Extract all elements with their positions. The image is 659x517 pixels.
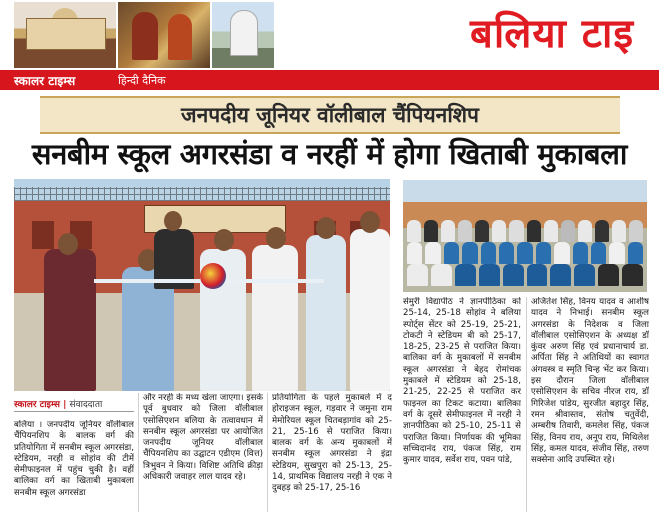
column-divider bbox=[526, 297, 527, 512]
byline-divider bbox=[14, 411, 134, 412]
masthead-bar bbox=[0, 70, 659, 90]
article-column-4: सेमुरी विद्यापीठ ने ज्ञानपीठिका को 25-14, 25-18 सोहांव ने बलिया स्पोर्ट्स सेंटर को 25-19, 25-21, टोकटी ने स्टेडियम बी को 25-17, 18-25, 23-25 से पराजित किया। बालिका वर्ग के मुकाबलों में सनबीम स्कूल अगरसंडा ने बेहद रोमांचक मुकाबले में स्टेडियम को 25-18, 21-25, 22-25 से पराजित कर फाइनल का टिकट कटाया। बालिका वर्ग के दूसरे सेमीफाइनल में नरही ने ज्ञानपीठिका को 25-10, 25-11 से पराजित किया। निर्णायक की भूमिका सच्चिदानंद राय, पंकज सिंह, राम कुमार यादव, सर्वेश राय, पवन पांडे, bbox=[403, 297, 521, 466]
column-divider bbox=[138, 393, 139, 512]
article-column-2: और नरही के मध्य खेला जाएगा। इसके पूर्व बुधवार को जिला वॉलीबाल एसोसिएशन बलिया के तत्वावधान में सनबीम स्कूल अगरसंडा पर आयोजित जनपदीय जूनियर वॉलीबाल चैंपियनशिप का उद्घाटन एडीएम (वित्त) त्रिभुवन ने किया। विशिष्ट अतिथि क्रीड़ा अधिकारी जवाहर लाल यादव रहे। bbox=[143, 393, 263, 483]
daily-label: हिन्दी दैनिक bbox=[118, 74, 166, 87]
byline-desk: संवाददाता bbox=[69, 400, 103, 410]
article-column-5: अजितेश सिंह, विनय यादव व आशीष यादव ने निभाई। सनबीम स्कूल अगरसंडा के निदेशक व जिला वॉलीबाल एसोसिएशन के अध्यक्ष डॉ कुंवर अरुण सिंह एवं प्रधानाचार्य डा. अर्पिता सिंह ने अतिथियों का स्वागत अंगवस्त्र व स्मृति चिन्ह भेंट कर किया। इस दौरान जिला वॉलीबाल एसोसिएशन के सचिव नीरज राय, डॉ गिरिजेश पांडेय, सुरजीत बहादुर सिंह, रमन श्रीवास्तव, संतोष चतुर्वेदी, अम्बरीष तिवारी, कमलेश सिंह, पंकज सिंह, विनय राय, अनूप राय, मिथिलेश सिंह, कमल यादव, संजीव सिंह, तरुण सक्सेना आदि उपस्थित रहे। bbox=[531, 297, 649, 466]
column-divider bbox=[267, 393, 268, 512]
brand-title: बलिया टाइ bbox=[470, 11, 634, 57]
photo-inauguration bbox=[14, 179, 390, 391]
byline: स्कालर टाइम्स | संवाददाता bbox=[14, 400, 103, 410]
article-headline: सनबीम स्कूल अगरसंडा व नरहीं में होगा खिताबी मुकाबला bbox=[31, 137, 628, 171]
photo-teams bbox=[403, 180, 647, 292]
byline-source: स्कालर टाइम्स bbox=[14, 400, 60, 410]
masthead-photos bbox=[14, 2, 274, 68]
volleyball bbox=[200, 263, 226, 289]
newspaper-logo: स्कालर टाइम्स bbox=[14, 74, 76, 88]
masthead-photo-building bbox=[14, 2, 116, 68]
masthead-photo-shrine bbox=[118, 2, 210, 68]
article-kicker: जनपदीय जूनियर वॉलीबाल चैंपियनशिप bbox=[40, 96, 620, 134]
article-column-1: बलिया । जनपदीय जूनियर वॉलीबाल चैंपियनशिप के बालक वर्ग की प्रतियोगिता में सनबीम स्कूल अगरसंडा, स्टेडियम, नरही व सोहांव की टीमें सेमीफाइनल में पहुंच चुकी है। वहीं बालिका वर्ग का खिताबी मुकाबला सनबीम स्कूल अगरसंडा bbox=[14, 420, 134, 498]
article-column-3: प्रतियोगिता के पहले मुकाबले में द होराइजन स्कूल, गड़वार ने जमुना राम मेमोरियल स्कूल चितबड़ागांव को 25-21, 25-16 से पराजित किया। बालक वर्ग के अन्य मुकाबलों में सनबीम स्कूल अगरसंडा ने इंद्रा स्टेडियम, सुखपुरा को 25-13, 25-14, प्राथमिक विद्यालय नरही ने एक ने दुबहड़ को 25-17, 25-16 bbox=[272, 393, 392, 494]
masthead-photo-temple bbox=[212, 2, 274, 68]
